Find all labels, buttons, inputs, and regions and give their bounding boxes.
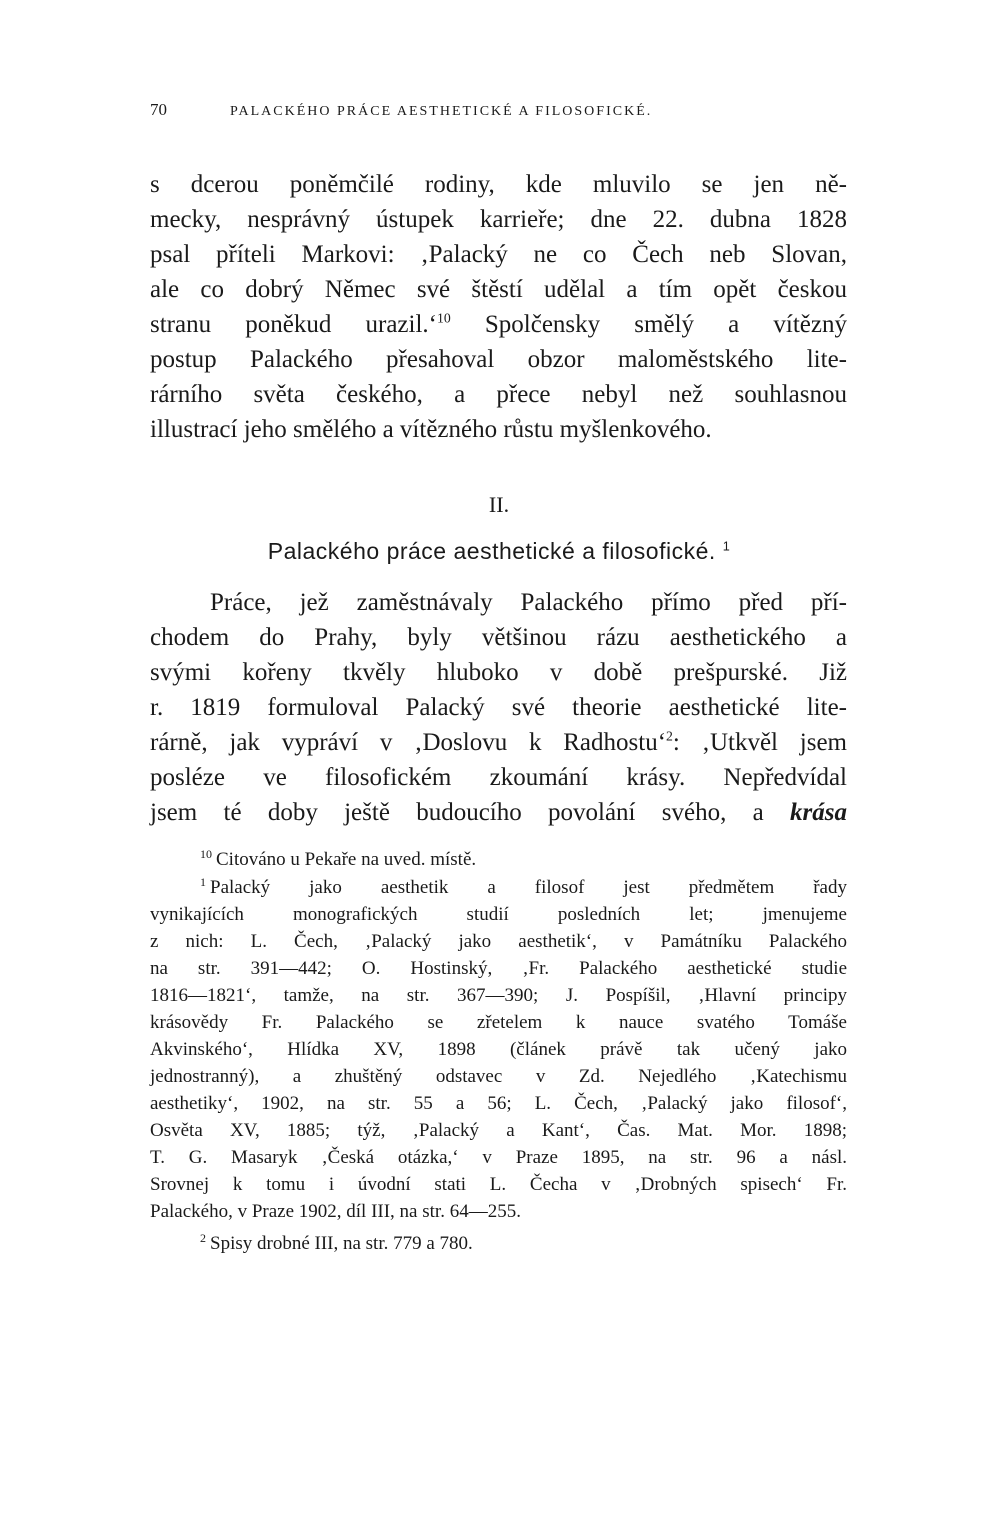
footnote-mark: 10 [200, 846, 212, 861]
footnote-1-line: Osvěta XV, 1885; týž, ‚Palacký a Kant‘, Čas. Mat. Mor. 1898; [150, 1120, 847, 1141]
body-line: r. 1819 formuloval Palacký své theorie aesthetické lite- [150, 694, 847, 721]
body-line: rárního světa českého, a přece nebyl než souhlasnou [150, 381, 847, 408]
body-text: jsem té doby ještě budoucího povolání svého, a [150, 799, 791, 826]
footnote-reference: 2 [666, 728, 673, 744]
body-text: Spolčensky smělý a vítězný [450, 311, 847, 338]
body-line [150, 798, 847, 828]
body-line: illustrací jeho smělého a vítězného růstu myšlenkového. [150, 416, 712, 443]
footnote-1-line: na str. 391—442; O. Hostinský, ‚Fr. Palackého aesthetické studie [150, 958, 847, 979]
section-number: II. [488, 492, 510, 517]
body-text: : ‚Utkvěl jsem [672, 729, 848, 756]
footnote-1-line: 1816—1821‘, tamže, na str. 367—390; J. Pospíšil, ‚Hlavní principy [150, 985, 847, 1006]
footnote-1-line: jednostranný), a zhuštěný odstavec v Zd. Nejedlého ‚Katechismu [150, 1066, 847, 1087]
body-line: svými kořeny tkvěly hluboko v době prešpurské. Již [150, 659, 847, 686]
section-title [0, 538, 998, 565]
body-line: s dcerou poněmčilé rodiny, kde mluvilo se jen ně- [150, 171, 847, 198]
body-line: mecky, nesprávný ústupek karrieře; dne 22. dubna 1828 [150, 206, 847, 233]
footnote-2 [200, 1232, 847, 1256]
body-line [150, 310, 847, 340]
footnote-reference: 10 [436, 310, 451, 326]
footnote-text: Palacký jako aesthetik a filosof jest předmětem řady [210, 877, 847, 898]
footnote-1-line: krásovědy Fr. Palackého se zřetelem k nauce svatého Tomáše [150, 1012, 847, 1033]
footnote-text: Spisy drobné III, na str. 779 a 780. [210, 1233, 473, 1254]
footnote-10 [200, 848, 847, 872]
page-number: 70 [150, 100, 167, 119]
body-text: stranu poněkud urazil.‘ [150, 311, 437, 338]
footnote-1-line: vynikajících monografických studií posledních let; jmenujeme [150, 904, 847, 925]
footnote-1-line [200, 876, 847, 900]
footnote-mark: 2 [200, 1230, 206, 1245]
footnote-text: Citováno u Pekaře na uved. místě. [216, 849, 477, 870]
body-line: Práce, jež zaměstnávaly Palackého přímo před pří- [210, 589, 847, 616]
body-text: rárně, jak vypráví v ‚Doslovu k Radhostu‘ [150, 729, 667, 756]
footnote-1-line: Palackého, v Praze 1902, díl III, na str. 64—255. [150, 1201, 521, 1222]
body-line: chodem do Prahy, byly většinou rázu aesthetického a [150, 624, 847, 651]
section-title-text: Palackého práce aesthetické a filosofické. [267, 538, 716, 564]
footnote-reference: 1 [722, 539, 731, 554]
footnote-1-line: aesthetiky‘, 1902, na str. 55 a 56; L. Čech, ‚Palacký jako filosof‘, [150, 1093, 847, 1114]
running-head: PALACKÉHO PRÁCE AESTHETICKÉ A FILOSOFICKÉ. [230, 104, 653, 119]
footnote-mark: 1 [200, 874, 206, 889]
body-line [150, 728, 847, 758]
footnote-1-line: Akvinského‘, Hlídka XV, 1898 (článek právě tak učený jako [150, 1039, 847, 1060]
footnote-1-line: T. G. Masaryk ‚Česká otázka,‘ v Praze 1895, na str. 96 a násl. [150, 1147, 847, 1168]
body-line: postup Palackého přesahoval obzor maloměstského lite- [150, 346, 847, 373]
page-header [150, 100, 850, 128]
body-line: ale co dobrý Němec své štěstí udělal a tím opět českou [150, 276, 847, 303]
body-line: psal příteli Markovi: ‚Palacký ne co Čech neb Slovan, [150, 241, 847, 268]
footnote-1-line: z nich: L. Čech, ‚Palacký jako aesthetik‘, v Památníku Palackého [150, 931, 847, 952]
emphasized-word: krása [790, 799, 847, 826]
footnote-1-line: Srovnej k tomu i úvodní stati L. Čecha v ‚Drobných spisech‘ Fr. [150, 1174, 847, 1195]
body-line: posléze ve filosofickém zkoumání krásy. Nepředvídal [150, 764, 847, 791]
